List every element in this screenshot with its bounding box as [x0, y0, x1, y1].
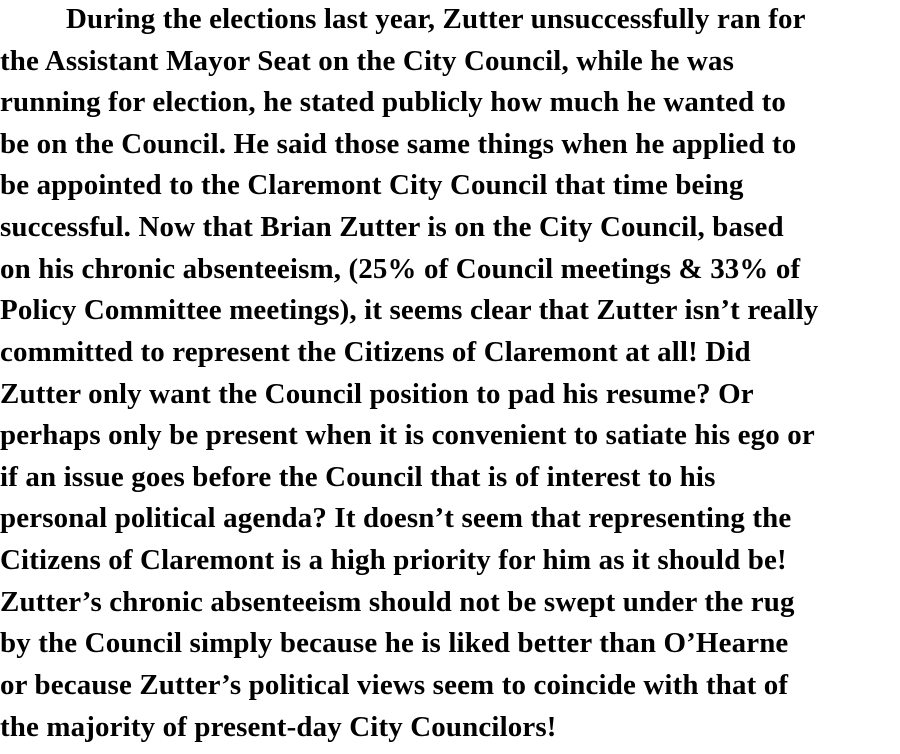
paragraph-line-11: perhaps only be present when it is convenient to satiate his ego or — [0, 419, 815, 451]
paragraph-line-2: the Assistant Mayor Seat on the City Council, while he was — [0, 45, 734, 77]
paragraph-line-18: the majority of present-day City Councilors! — [0, 711, 557, 743]
paragraph-line-7: on his chronic absenteeism, (25% of Council meetings & 33% of — [0, 253, 801, 285]
paragraph-line-8: Policy Committee meetings), it seems clear that Zutter isn’t really — [0, 294, 819, 326]
paragraph-line-9: committed to represent the Citizens of Claremont at all! Did — [0, 336, 751, 368]
paragraph-line-5: be appointed to the Claremont City Council that time being — [0, 169, 744, 201]
paragraph-line-10: Zutter only want the Council position to pad his resume? Or — [0, 378, 754, 410]
paragraph-line-15: Zutter’s chronic absenteeism should not be swept under the rug — [0, 586, 795, 618]
paragraph-line-6: successful. Now that Brian Zutter is on the City Council, based — [0, 211, 784, 243]
paragraph-line-13: personal political agenda? It doesn’t seem that representing the — [0, 502, 792, 534]
paragraph-line-4: be on the Council. He said those same things when he applied to — [0, 128, 797, 160]
paragraph-line-17: or because Zutter’s political views seem to coincide with that of — [0, 669, 789, 701]
paragraph-line-16: by the Council simply because he is liked better than O’Hearne — [0, 627, 789, 659]
paragraph-line-14: Citizens of Claremont is a high priority for him as it should be! — [0, 544, 787, 576]
paragraph-line-12: if an issue goes before the Council that is of interest to his — [0, 461, 716, 493]
paragraph-line-1: During the elections last year, Zutter unsuccessfully ran for — [66, 3, 806, 35]
paragraph-line-3: running for election, he stated publicly how much he wanted to — [0, 86, 787, 118]
